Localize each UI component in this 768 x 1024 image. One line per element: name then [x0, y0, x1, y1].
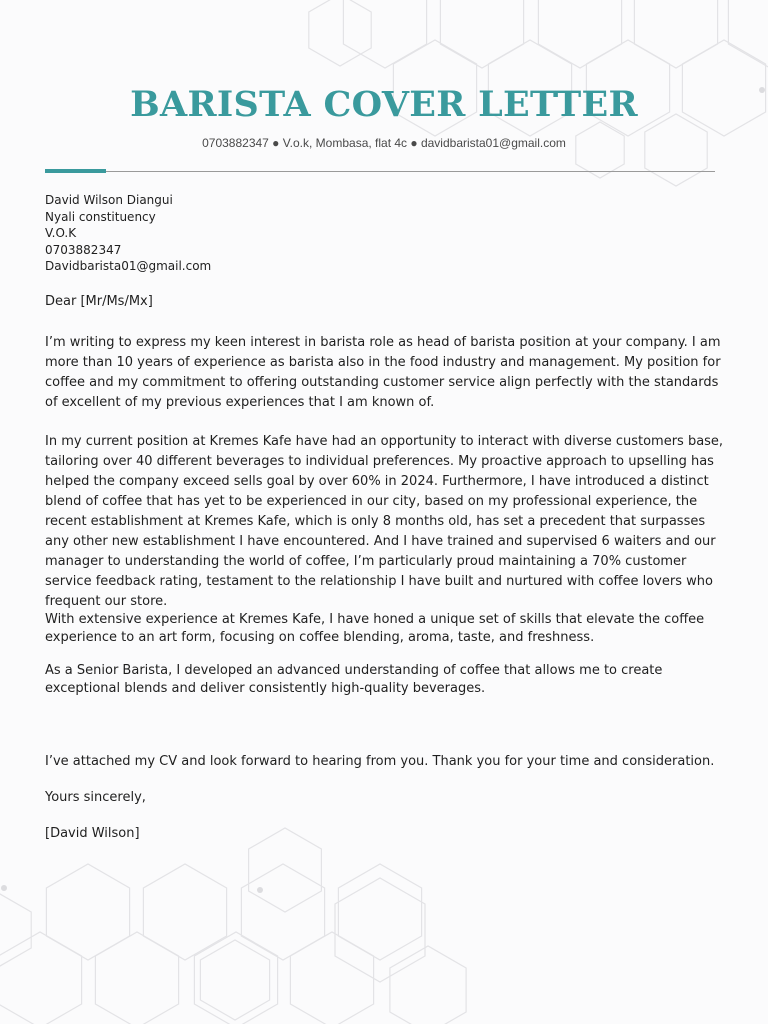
body-paragraph-4: As a Senior Barista, I developed an advanced understanding of coffee that allows me to create exceptional blends and deliver consistently high-quality beverages. — [45, 663, 663, 696]
sender-email: Davidbarista01@gmail.com — [45, 259, 212, 274]
header-divider-accent — [45, 169, 106, 173]
sender-place: V.O.K — [45, 226, 77, 241]
contact-line: 0703882347 ● V.o.k, Mombasa, flat 4c ● davidbarista01@gmail.com — [202, 136, 566, 150]
body-paragraph-3: With extensive experience at Kremes Kafe, I have honed a unique set of skills that elevate the coffee experience to an art form, focusing on coffee blending, aroma, taste, and freshness. — [45, 612, 705, 645]
body-paragraph-5: I’ve attached my CV and look forward to hearing from you. Thank you for your time and consideration. — [45, 754, 715, 769]
sender-name: David Wilson Diangui — [45, 193, 173, 207]
document-title: BARISTA COVER LETTER — [130, 84, 638, 125]
body-paragraph-1: I’m writing to express my keen interest in barista role as head of barista position at your company. I am more than 10 years of experience as barista also in the food industry and management. My position for coffee and my commitment to offering outstanding customer service align perfectly with the standards of excellent of my previous experiences that I am known of. — [45, 335, 721, 410]
closing: Yours sincerely, — [45, 790, 146, 805]
body-paragraph-2: In my current position at Kremes Kafe have had an opportunity to interact with diverse customers base, tailoring over 40 different beverages to individual preferences. My proactive approach to upselling has helped the company exceed sells goal by over 60% in 2024. Furthermore, I have introduced a distinct blend of coffee that has yet to be experienced in our city, based on my professional experience, the recent establishment at Kremes Kafe, which is only 8 months old, has set a precedent that surpasses any other new establishment I have encountered. And I have trained and supervised 6 waiters and our manager to understanding the world of coffee, I’m particularly proud maintaining a 70% customer service feedback rating, testament to the relationship I have built and nurtured with coffee lovers who frequent our store. — [45, 434, 724, 609]
sender-area: Nyali constituency — [45, 209, 156, 224]
signature: [David Wilson] — [45, 826, 140, 841]
header-divider — [45, 171, 715, 172]
sender-address-block — [45, 192, 211, 275]
sender-phone: 0703882347 — [45, 242, 122, 257]
salutation: Dear [Mr/Ms/Mx] — [45, 294, 153, 309]
